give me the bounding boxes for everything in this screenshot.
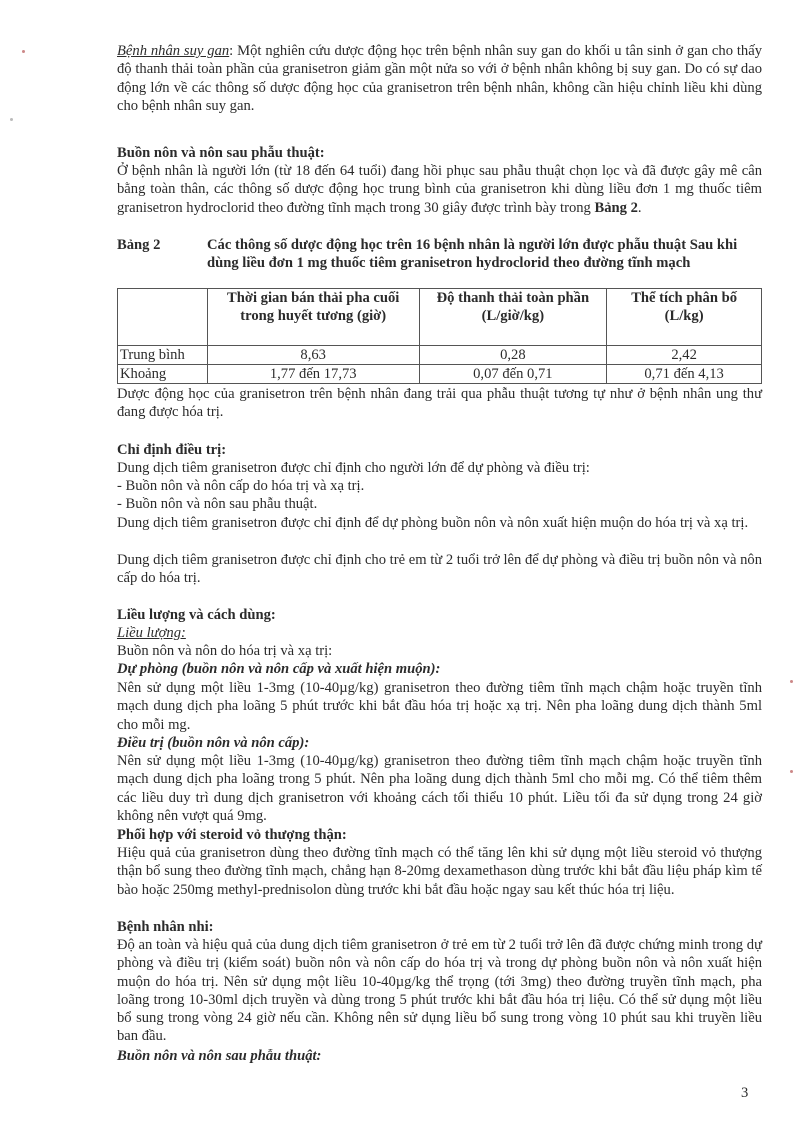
pediatric-text: Độ an toàn và hiệu quả của dung dịch tiêm granisetron ở trẻ em từ 2 tuổi trở lên đã được chứng minh trong dự phòng và điều trị (kiểm soát) buồn nôn và nôn cấp do hóa trị và trong dự phòng buồn nôn và nôn xuất hiện muộn do hóa trị. Nên sử dụng một liều 10-40µg/kg thể trọng (tới 3mg) theo đường truyền tĩnh mạch, pha loãng trong 10-30ml dịch truyền và dùng trong 5 phút trước khi bắt đầu hóa trị liệu. Có thể sử dụng một liều bổ sung trong vòng 24 giờ nếu cần. Không nên sử dụng liều bổ sung trong vòng 10 phút sau khi truyền liều ban đầu. — [117, 937, 762, 1045]
indication-line: Dung dịch tiêm granisetron được chỉ định cho người lớn để dự phòng và điều trị: — [117, 460, 590, 476]
table-cell: 2,42 — [607, 346, 762, 365]
pharmacokinetics-table — [117, 288, 762, 384]
table-header-cell: Thể tích phân bố (L/kg) — [607, 289, 762, 346]
table-header-cell — [118, 289, 208, 346]
postop-text-end: . — [637, 199, 642, 216]
scan-speck — [790, 770, 793, 773]
table-cell: 0,28 — [419, 346, 607, 365]
postop2-heading: Buồn nôn và nôn sau phẫu thuật: — [117, 1048, 322, 1064]
treatment-text: Nên sử dụng một liều 1-3mg (10-40µg/kg) granisetron theo đường tiêm tĩnh mạch chậm hoặc truyền tĩnh mạch dung dịch pha loãng trong 5 phút. Nên pha loãng dung dịch thành 5ml cho mỗi mg. Có thể tiêm thêm các liều duy trì dung dịch granisetron với khoảng cách tối thiểu 10 phút. Liều tối đa sử dụng trong 24 giờ không nên vượt quá 9mg. — [117, 753, 762, 824]
table-header-row — [118, 289, 762, 346]
indication-line: Dung dịch tiêm granisetron được chỉ định cho trẻ em từ 2 tuổi trở lên để dự phòng và điều trị buồn nôn và nôn cấp do hóa trị. — [117, 552, 762, 587]
table-cell: 0,07 đến 0,71 — [419, 365, 607, 384]
table-cell: 0,71 đến 4,13 — [607, 365, 762, 384]
pediatric-heading: Bệnh nhân nhi: — [117, 919, 214, 935]
table-header-cell: Thời gian bán thải pha cuối trong huyết tương (giờ) — [207, 289, 419, 346]
paragraph-hepatic-impairment — [117, 42, 762, 115]
hepatic-impairment-text: : Một nghiên cứu dược động học trên bệnh nhân suy gan do khối u tân sinh ở gan cho thấy độ thanh thải toàn phần của granisetron giảm gần một nửa so với ở bệnh nhân không bị suy gan. Do có sự dao động lớn về các thông số dược động học của granisetron trên bệnh nhân, không cần hiệu chỉnh liều khi dùng cho bệnh nhân suy gan. — [117, 43, 762, 114]
table-reference: Bảng 2 — [594, 199, 638, 216]
scan-speck — [790, 680, 793, 683]
steroid-heading: Phối hợp với steroid vỏ thượng thận: — [117, 827, 347, 843]
postop-heading: Buồn nôn và nôn sau phẫu thuật: — [117, 145, 325, 161]
table-row — [118, 365, 762, 384]
indications-heading: Chỉ định điều trị: — [117, 442, 227, 458]
table-row — [118, 346, 762, 365]
table-cell: Trung bình — [118, 346, 208, 365]
table-label: Bảng 2 — [117, 237, 161, 253]
dose-label: Liều lượng: — [117, 625, 186, 641]
indication-line: - Buồn nôn và nôn sau phẫu thuật. — [117, 496, 318, 512]
table-title: Các thông số dược động học trên 16 bệnh nhân là người lớn được phẫu thuật Sau khi dùng liều đơn 1 mg thuốc tiêm granisetron hydroclorid theo đường tĩnh mạch — [207, 237, 738, 272]
postop-paragraph — [117, 162, 762, 217]
indication-line: Dung dịch tiêm granisetron được chỉ định để dự phòng buồn nôn và nôn xuất hiện muộn do hóa trị và xạ trị. — [117, 515, 749, 531]
treatment-heading: Điều trị (buồn nôn và nôn cấp): — [117, 735, 310, 751]
dose-intro: Buồn nôn và nôn do hóa trị và xạ trị: — [117, 643, 333, 659]
postop-text: Ở bệnh nhân là người lớn (từ 18 đến 64 tuổi) đang hồi phục sau phẫu thuật chọn lọc và đã được gây mê cân bằng toàn thân, các thông số dược động học trung bình của granisetron khi dùng liều đơn 1 mg thuốc tiêm granisetron hydroclorid theo đường tĩnh mạch trong 30 giây được trình bày trong — [117, 163, 762, 216]
steroid-text: Hiệu quả của granisetron dùng theo đường tĩnh mạch có thể tăng lên khi sử dụng một liều steroid vỏ thượng thận bổ sung theo đường tĩnh mạch, chẳng hạn 8-20mg dexamethason dùng trước khi bắt đầu liệu pháp kìm tế bào hoặc 250mg methyl-prednisolon dùng trước khi bắt đầu hoặc ngay sau kết thúc hóa trị liệu. — [117, 845, 762, 898]
hepatic-impairment-label: Bệnh nhân suy gan — [117, 43, 230, 59]
page-number: 3 — [741, 1085, 749, 1101]
paragraph-after-table: Dược động học của granisetron trên bệnh nhân đang trải qua phẫu thuật tương tự như ở bệnh nhân ung thư đang được hóa trị. — [117, 386, 762, 421]
prevention-heading: Dự phòng (buồn nôn và nôn cấp và xuất hiện muộn): — [117, 661, 441, 677]
scan-speck — [10, 118, 13, 121]
prevention-text: Nên sử dụng một liều 1-3mg (10-40µg/kg) granisetron theo đường tiêm tĩnh mạch chậm hoặc truyền tĩnh mạch dung dịch pha loãng 5 phút trước khi bắt đầu hóa trị hoặc xạ trị. Nên pha loãng dung dịch thành 5ml cho mỗi mg. — [117, 680, 762, 733]
table-cell: Khoảng — [118, 365, 208, 384]
table-cell: 8,63 — [207, 346, 419, 365]
indication-line: - Buồn nôn và nôn cấp do hóa trị và xạ trị. — [117, 478, 365, 494]
dosage-heading: Liều lượng và cách dùng: — [117, 607, 276, 623]
scan-speck — [22, 50, 25, 53]
table-header-cell: Độ thanh thải toàn phần (L/giờ/kg) — [419, 289, 607, 346]
table-cell: 1,77 đến 17,73 — [207, 365, 419, 384]
